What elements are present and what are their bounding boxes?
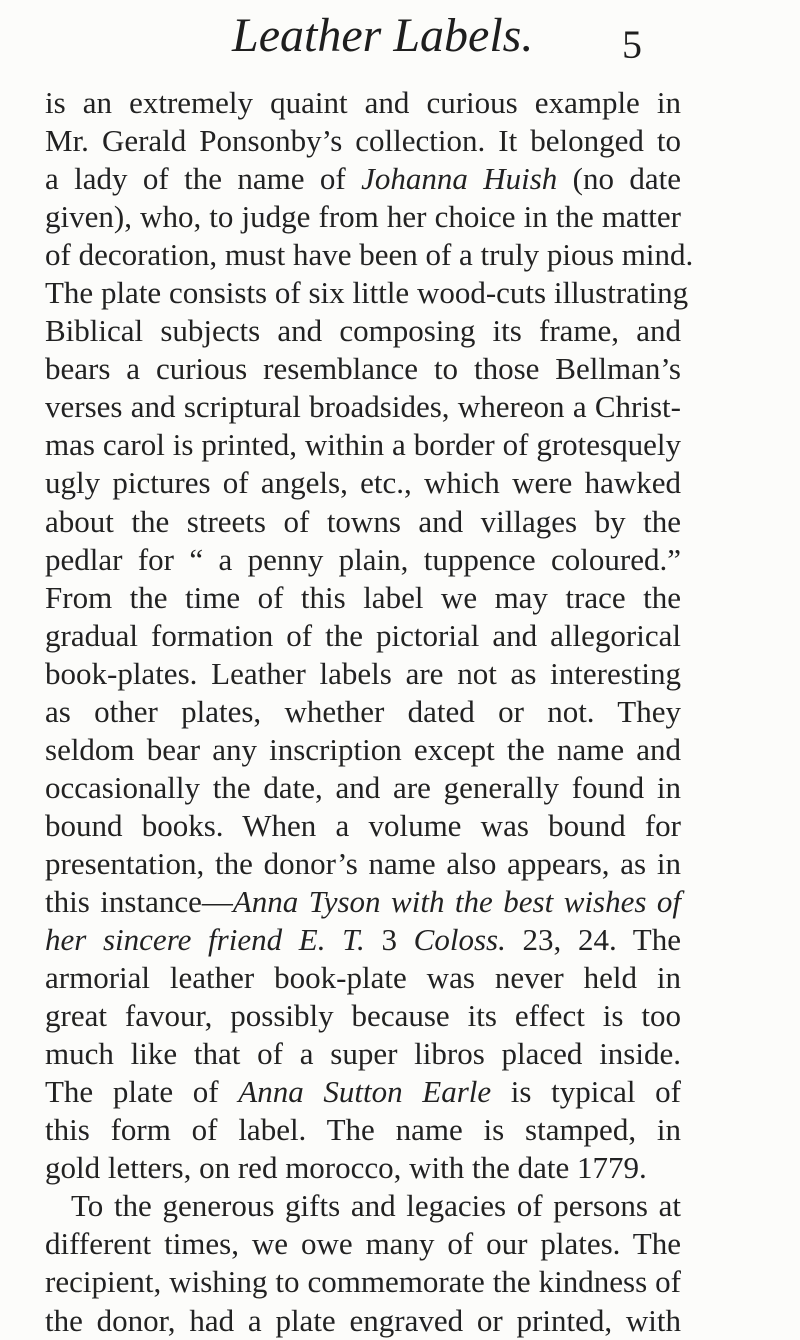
text-run: the donor, had a plate engraved or printed, with bbox=[45, 1302, 681, 1338]
text-run: gold letters, on red morocco, with the date 1779. bbox=[45, 1150, 647, 1186]
text-run: The plate of bbox=[45, 1074, 239, 1110]
text-run: verses and scriptural broadsides, whereon a Christ- bbox=[45, 389, 681, 425]
text-line bbox=[45, 350, 681, 388]
text-line bbox=[45, 921, 681, 959]
running-head-title: Leather Labels. bbox=[232, 9, 534, 62]
body-paragraphs bbox=[45, 84, 694, 1340]
text-run: armorial leather book-plate was never held in bbox=[45, 960, 681, 996]
text-line bbox=[45, 807, 681, 845]
text-run: The plate consists of six little wood-cuts illustrating bbox=[45, 275, 689, 311]
text-run: a lady of the name of bbox=[45, 161, 362, 197]
text-line bbox=[45, 693, 681, 731]
text-run: as other plates, whether dated or not. They bbox=[45, 693, 681, 729]
text-run: occasionally the date, and are generally found in bbox=[45, 769, 681, 805]
text-run: 23, 24. The bbox=[505, 922, 681, 958]
text-line bbox=[45, 731, 681, 769]
text-run: gradual formation of the pictorial and allegorical bbox=[45, 617, 681, 653]
italic-text-run: her sincere friend E. T. bbox=[45, 922, 365, 958]
text-run: much like that of a super libros placed inside. bbox=[45, 1036, 681, 1072]
italic-text-run: Anna Sutton Earle bbox=[238, 1074, 492, 1110]
text-line bbox=[45, 541, 681, 579]
text-run: mas carol is printed, within a border of grotesquely bbox=[45, 427, 681, 463]
text-run: book-plates. Leather labels are not as interesting bbox=[45, 655, 681, 691]
text-run: about the streets of towns and villages by the bbox=[45, 503, 681, 539]
text-run: given), who, to judge from her choice in the matter bbox=[45, 199, 681, 235]
text-run: (no date bbox=[557, 161, 681, 197]
italic-text-run: Johanna Huish bbox=[361, 161, 558, 197]
text-line bbox=[45, 997, 681, 1035]
text-line bbox=[45, 160, 681, 198]
text-run: great favour, possibly because its effect is too bbox=[45, 998, 681, 1034]
text-line bbox=[45, 769, 681, 807]
italic-text-run: Coloss. bbox=[413, 922, 506, 958]
text-line bbox=[45, 426, 681, 464]
text-line bbox=[45, 122, 681, 160]
text-line bbox=[45, 274, 689, 312]
text-line bbox=[45, 579, 681, 617]
text-run: presentation, the donor’s name also appears, as in bbox=[45, 845, 681, 881]
text-line bbox=[45, 1263, 681, 1301]
text-line bbox=[45, 1187, 681, 1225]
text-run: bears a curious resemblance to those Bellman’s bbox=[45, 351, 681, 387]
text-line bbox=[45, 1225, 681, 1263]
text-line bbox=[45, 1035, 681, 1073]
text-run: is an extremely quaint and curious example in bbox=[45, 85, 681, 120]
text-line bbox=[45, 198, 681, 236]
text-line bbox=[45, 388, 681, 426]
text-run: of decoration, must have been of a truly pious mind. bbox=[45, 237, 694, 273]
text-line bbox=[45, 464, 681, 502]
text-line bbox=[45, 959, 681, 997]
text-run: bound books. When a volume was bound for bbox=[45, 807, 681, 843]
text-run: is typical of bbox=[491, 1074, 681, 1110]
text-line bbox=[45, 883, 681, 921]
text-run: different times, we owe many of our plates. The bbox=[45, 1226, 681, 1262]
text-run: From the time of this label we may trace the bbox=[45, 579, 681, 615]
text-line bbox=[45, 655, 681, 693]
text-line bbox=[45, 236, 694, 274]
text-run: To the generous gifts and legacies of persons at bbox=[71, 1188, 681, 1224]
text-line bbox=[45, 312, 681, 350]
italic-text-run: Anna Tyson with the best wishes of bbox=[232, 883, 682, 919]
text-line bbox=[45, 1111, 681, 1149]
text-run: this instance— bbox=[45, 883, 233, 919]
text-line bbox=[45, 503, 681, 541]
text-run: 3 bbox=[364, 922, 414, 958]
text-run: ugly pictures of angels, etc., which were hawked bbox=[45, 465, 681, 501]
text-run: Biblical subjects and composing its frame, and bbox=[45, 313, 681, 349]
text-line bbox=[45, 1073, 681, 1111]
text-line bbox=[45, 84, 681, 122]
text-run: seldom bear any inscription except the name and bbox=[45, 731, 681, 767]
text-run: pedlar for “ a penny plain, tuppence coloured.” bbox=[45, 541, 681, 577]
text-line bbox=[45, 1149, 681, 1187]
text-run: recipient, wishing to commemorate the kindness of bbox=[45, 1264, 681, 1300]
text-line bbox=[45, 1302, 681, 1340]
page-number: 5 bbox=[622, 22, 642, 67]
text-run: Mr. Gerald Ponsonby’s collection. It belonged to bbox=[45, 123, 681, 159]
text-line bbox=[45, 845, 681, 883]
text-run: this form of label. The name is stamped, in bbox=[45, 1112, 681, 1148]
text-line bbox=[45, 617, 681, 655]
